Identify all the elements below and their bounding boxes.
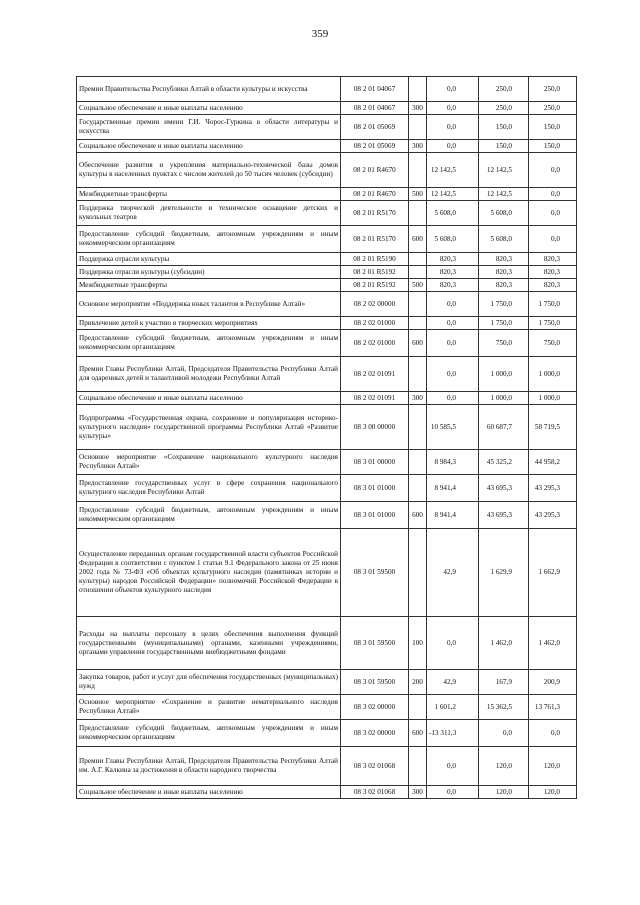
row-code-cell: 08 2 01 05069 [341, 140, 409, 153]
row-code-cell: 08 2 02 01091 [341, 357, 409, 392]
row-type-cell: 300 [409, 392, 427, 405]
row-type-cell: 300 [409, 786, 427, 799]
table-row [77, 188, 577, 201]
table-row [77, 266, 577, 279]
row-amount-1-cell: 0,0 [427, 330, 479, 357]
row-amount-3-cell: 43 295,3 [529, 475, 577, 502]
row-amount-1-cell: 1 601,2 [427, 695, 479, 720]
row-amount-1-cell: 820,3 [427, 266, 479, 279]
row-type-cell: 100 [409, 617, 427, 670]
table-row [77, 475, 577, 502]
row-amount-2-cell: 1 462,0 [479, 617, 529, 670]
table-row [77, 292, 577, 317]
table-row [77, 201, 577, 226]
row-code-cell: 08 3 01 01000 [341, 475, 409, 502]
row-amount-1-cell: 8 941,4 [427, 475, 479, 502]
row-code-cell: 08 3 01 59500 [341, 670, 409, 695]
row-amount-3-cell: 250,0 [529, 77, 577, 102]
row-name-cell: Обеспечение развития и укрепления материально-технической базы домов культуры в населенных пунктах с числом жителей до 50 тысяч человек (субсидии) [77, 153, 341, 188]
row-amount-3-cell: 43 295,3 [529, 502, 577, 529]
row-code-cell: 08 3 01 01000 [341, 502, 409, 529]
row-amount-2-cell: 120,0 [479, 747, 529, 786]
row-name-cell: Поддержка отрасли культуры [77, 253, 341, 266]
row-amount-2-cell: 120,0 [479, 786, 529, 799]
row-code-cell: 08 2 01 05069 [341, 115, 409, 140]
row-code-cell: 08 2 01 R5170 [341, 226, 409, 253]
row-amount-1-cell: 0,0 [427, 102, 479, 115]
row-amount-3-cell: 120,0 [529, 786, 577, 799]
row-amount-3-cell: 0,0 [529, 153, 577, 188]
row-type-cell: 500 [409, 188, 427, 201]
row-type-cell [409, 201, 427, 226]
row-name-cell: Расходы на выплаты персоналу в целях обеспечения выполнения функций государственными (муниципальными) органами, казенными учреждениями, органами управления государственными внебюджетными фондами [77, 617, 341, 670]
row-code-cell: 08 3 02 00000 [341, 695, 409, 720]
row-name-cell: Основное мероприятие «Сохранение и развитие нематериального наследия Республики Алтай» [77, 695, 341, 720]
table-row [77, 450, 577, 475]
row-amount-2-cell: 5 608,0 [479, 201, 529, 226]
table-row [77, 357, 577, 392]
row-type-cell [409, 253, 427, 266]
row-amount-3-cell: 1 750,0 [529, 292, 577, 317]
row-type-cell [409, 529, 427, 617]
row-type-cell: 600 [409, 502, 427, 529]
row-name-cell: Социальное обеспечение и иные выплаты населению [77, 102, 341, 115]
row-amount-2-cell: 820,3 [479, 266, 529, 279]
row-name-cell: Основное мероприятие «Поддержка юных талантов в Республике Алтай» [77, 292, 341, 317]
row-code-cell: 08 3 00 00000 [341, 405, 409, 450]
row-type-cell: 300 [409, 102, 427, 115]
row-amount-2-cell: 1 000,0 [479, 357, 529, 392]
row-amount-2-cell: 167,9 [479, 670, 529, 695]
row-amount-1-cell: -13 311,3 [427, 720, 479, 747]
row-type-cell [409, 153, 427, 188]
table-row [77, 405, 577, 450]
row-amount-2-cell: 150,0 [479, 115, 529, 140]
row-name-cell: Основное мероприятие «Сохранение национального культурного наследия Республики Алтай» [77, 450, 341, 475]
table-row [77, 392, 577, 405]
table-row [77, 720, 577, 747]
row-type-cell: 600 [409, 226, 427, 253]
row-name-cell: Социальное обеспечение и иные выплаты населению [77, 786, 341, 799]
row-amount-1-cell: 42,9 [427, 670, 479, 695]
table-row [77, 140, 577, 153]
row-amount-1-cell: 0,0 [427, 357, 479, 392]
row-amount-2-cell: 60 687,7 [479, 405, 529, 450]
row-amount-1-cell: 820,3 [427, 279, 479, 292]
row-name-cell: Премии Правительства Республики Алтай в области культуры и искусства [77, 77, 341, 102]
row-amount-2-cell: 250,0 [479, 77, 529, 102]
row-name-cell: Предоставление государственных услуг в сфере сохранения национального культурного наследия Республики Алтай [77, 475, 341, 502]
row-type-cell [409, 695, 427, 720]
row-amount-2-cell: 820,3 [479, 279, 529, 292]
row-type-cell: 500 [409, 279, 427, 292]
row-code-cell: 08 2 02 01000 [341, 317, 409, 330]
row-amount-1-cell: 0,0 [427, 292, 479, 317]
row-code-cell: 08 2 01 R5170 [341, 201, 409, 226]
row-name-cell: Государственные премии имени Г.И. Чорос-Гуркина в области литературы и искусства [77, 115, 341, 140]
row-name-cell: Поддержка творческой деятельности и техническое оснащение детских и кукольных театров [77, 201, 341, 226]
row-amount-1-cell: 0,0 [427, 617, 479, 670]
row-amount-3-cell: 1 000,0 [529, 357, 577, 392]
row-amount-3-cell: 250,0 [529, 102, 577, 115]
row-code-cell: 08 2 01 R5190 [341, 253, 409, 266]
row-type-cell [409, 292, 427, 317]
row-amount-1-cell: 8 941,4 [427, 502, 479, 529]
row-amount-1-cell: 820,3 [427, 253, 479, 266]
row-name-cell: Премии Главы Республики Алтай, Председателя Правительства Республики Алтай для одаренных детей и талантливой молодежи Республики Алтай [77, 357, 341, 392]
row-name-cell: Привлечение детей к участию в творческих мероприятиях [77, 317, 341, 330]
row-amount-1-cell: 12 142,5 [427, 153, 479, 188]
row-type-cell [409, 317, 427, 330]
row-code-cell: 08 2 02 00000 [341, 292, 409, 317]
row-type-cell [409, 450, 427, 475]
table-row [77, 330, 577, 357]
row-name-cell: Социальное обеспечение и иные выплаты населению [77, 392, 341, 405]
row-code-cell: 08 3 02 00000 [341, 720, 409, 747]
row-type-cell: 600 [409, 330, 427, 357]
table-row [77, 695, 577, 720]
row-amount-1-cell: 5 608,0 [427, 226, 479, 253]
row-name-cell: Межбюджетные трансферты [77, 279, 341, 292]
row-name-cell: Межбюджетные трансферты [77, 188, 341, 201]
row-type-cell: 300 [409, 140, 427, 153]
row-amount-2-cell: 750,0 [479, 330, 529, 357]
row-name-cell: Предоставление субсидий бюджетным, автономным учреждениям и иным некоммерческим организациям [77, 226, 341, 253]
row-type-cell [409, 115, 427, 140]
table-row [77, 253, 577, 266]
row-amount-3-cell: 120,0 [529, 747, 577, 786]
row-amount-3-cell: 1 662,9 [529, 529, 577, 617]
row-amount-2-cell: 250,0 [479, 102, 529, 115]
row-type-cell [409, 475, 427, 502]
row-amount-2-cell: 43 695,3 [479, 502, 529, 529]
row-code-cell: 08 2 02 01000 [341, 330, 409, 357]
row-name-cell: Социальное обеспечение и иные выплаты населению [77, 140, 341, 153]
row-code-cell: 08 3 01 59500 [341, 529, 409, 617]
row-name-cell: Предоставление субсидий бюджетным, автономным учреждениям и иным некоммерческим организациям [77, 330, 341, 357]
row-amount-3-cell: 820,3 [529, 253, 577, 266]
row-amount-3-cell: 0,0 [529, 201, 577, 226]
row-amount-1-cell: 0,0 [427, 317, 479, 330]
row-type-cell: 200 [409, 670, 427, 695]
table-row [77, 786, 577, 799]
table-row [77, 279, 577, 292]
row-type-cell [409, 266, 427, 279]
row-name-cell: Поддержка отрасли культуры (субсидии) [77, 266, 341, 279]
row-amount-1-cell: 42,9 [427, 529, 479, 617]
row-amount-3-cell: 200,9 [529, 670, 577, 695]
row-code-cell: 08 3 01 00000 [341, 450, 409, 475]
row-name-cell: Предоставление субсидий бюджетным, автономным учреждениям и иным некоммерческим организациям [77, 720, 341, 747]
row-amount-3-cell: 820,3 [529, 266, 577, 279]
budget-table [76, 76, 577, 799]
row-name-cell: Премии Главы Республики Алтай, Председателя Правительства Республики Алтай им. А.Г. Калкина за достижения в области народного творчества [77, 747, 341, 786]
row-name-cell: Закупка товаров, работ и услуг для обеспечения государственных (муниципальных) нужд [77, 670, 341, 695]
page-number: 359 [311, 28, 329, 40]
row-amount-1-cell: 0,0 [427, 786, 479, 799]
row-type-cell [409, 357, 427, 392]
row-code-cell: 08 3 02 01068 [341, 786, 409, 799]
row-amount-3-cell: 1 000,0 [529, 392, 577, 405]
row-type-cell: 600 [409, 720, 427, 747]
row-amount-2-cell: 820,3 [479, 253, 529, 266]
row-amount-3-cell: 58 719,5 [529, 405, 577, 450]
row-amount-1-cell: 0,0 [427, 392, 479, 405]
row-amount-1-cell: 8 984,3 [427, 450, 479, 475]
row-amount-1-cell: 0,0 [427, 115, 479, 140]
row-amount-2-cell: 45 325,2 [479, 450, 529, 475]
row-type-cell [409, 747, 427, 786]
row-name-cell: Осуществление переданных органам государственной власти субъектов Российской Федерации в соответствии с пунктом 1 статьи 9.1 Федерального закона от 25 июня 2002 года № 73-ФЗ «Об объектах культурного наследия (памятниках истории и культуры) народов Российской Федерации» полномочий Российской Федерации в отношении объектов культурного наследия [77, 529, 341, 617]
table-row [77, 317, 577, 330]
row-amount-2-cell: 1 750,0 [479, 292, 529, 317]
row-code-cell: 08 2 01 R5192 [341, 266, 409, 279]
row-amount-3-cell: 0,0 [529, 720, 577, 747]
row-code-cell: 08 2 01 R4670 [341, 188, 409, 201]
row-amount-1-cell: 10 585,5 [427, 405, 479, 450]
row-amount-3-cell: 1 750,0 [529, 317, 577, 330]
table-row [77, 529, 577, 617]
table-row [77, 153, 577, 188]
row-amount-2-cell: 12 142,5 [479, 188, 529, 201]
table-row [77, 226, 577, 253]
table-row [77, 617, 577, 670]
table-row [77, 670, 577, 695]
row-amount-1-cell: 12 142,5 [427, 188, 479, 201]
row-amount-1-cell: 0,0 [427, 140, 479, 153]
row-amount-2-cell: 0,0 [479, 720, 529, 747]
row-code-cell: 08 2 01 R4670 [341, 153, 409, 188]
row-amount-3-cell: 820,3 [529, 279, 577, 292]
row-amount-2-cell: 15 362,5 [479, 695, 529, 720]
row-amount-3-cell: 150,0 [529, 115, 577, 140]
row-code-cell: 08 2 01 R5192 [341, 279, 409, 292]
row-amount-1-cell: 5 608,0 [427, 201, 479, 226]
row-amount-2-cell: 12 142,5 [479, 153, 529, 188]
row-amount-1-cell: 0,0 [427, 77, 479, 102]
row-name-cell: Предоставление субсидий бюджетным, автономным учреждениям и иным некоммерческим организациям [77, 502, 341, 529]
row-amount-3-cell: 13 761,3 [529, 695, 577, 720]
table-row [77, 502, 577, 529]
row-code-cell: 08 2 01 04067 [341, 102, 409, 115]
row-type-cell [409, 405, 427, 450]
row-amount-2-cell: 43 695,3 [479, 475, 529, 502]
row-code-cell: 08 3 02 01068 [341, 747, 409, 786]
row-code-cell: 08 2 01 04067 [341, 77, 409, 102]
row-amount-2-cell: 1 629,9 [479, 529, 529, 617]
row-amount-3-cell: 150,0 [529, 140, 577, 153]
row-amount-2-cell: 1 750,0 [479, 317, 529, 330]
table-row [77, 77, 577, 102]
row-type-cell [409, 77, 427, 102]
row-name-cell: Подпрограмма «Государственная охрана, сохранение и популяризация историко-культурного наследия» государственной программы Республики Алтай «Развитие культуры» [77, 405, 341, 450]
row-code-cell: 08 3 01 59500 [341, 617, 409, 670]
table-row [77, 115, 577, 140]
row-code-cell: 08 2 02 01091 [341, 392, 409, 405]
row-amount-1-cell: 0,0 [427, 747, 479, 786]
row-amount-2-cell: 1 000,0 [479, 392, 529, 405]
row-amount-3-cell: 0,0 [529, 188, 577, 201]
row-amount-3-cell: 1 462,0 [529, 617, 577, 670]
table-row [77, 747, 577, 786]
row-amount-3-cell: 0,0 [529, 226, 577, 253]
row-amount-2-cell: 150,0 [479, 140, 529, 153]
table-row [77, 102, 577, 115]
row-amount-3-cell: 750,0 [529, 330, 577, 357]
row-amount-2-cell: 5 608,0 [479, 226, 529, 253]
row-amount-3-cell: 44 958,2 [529, 450, 577, 475]
